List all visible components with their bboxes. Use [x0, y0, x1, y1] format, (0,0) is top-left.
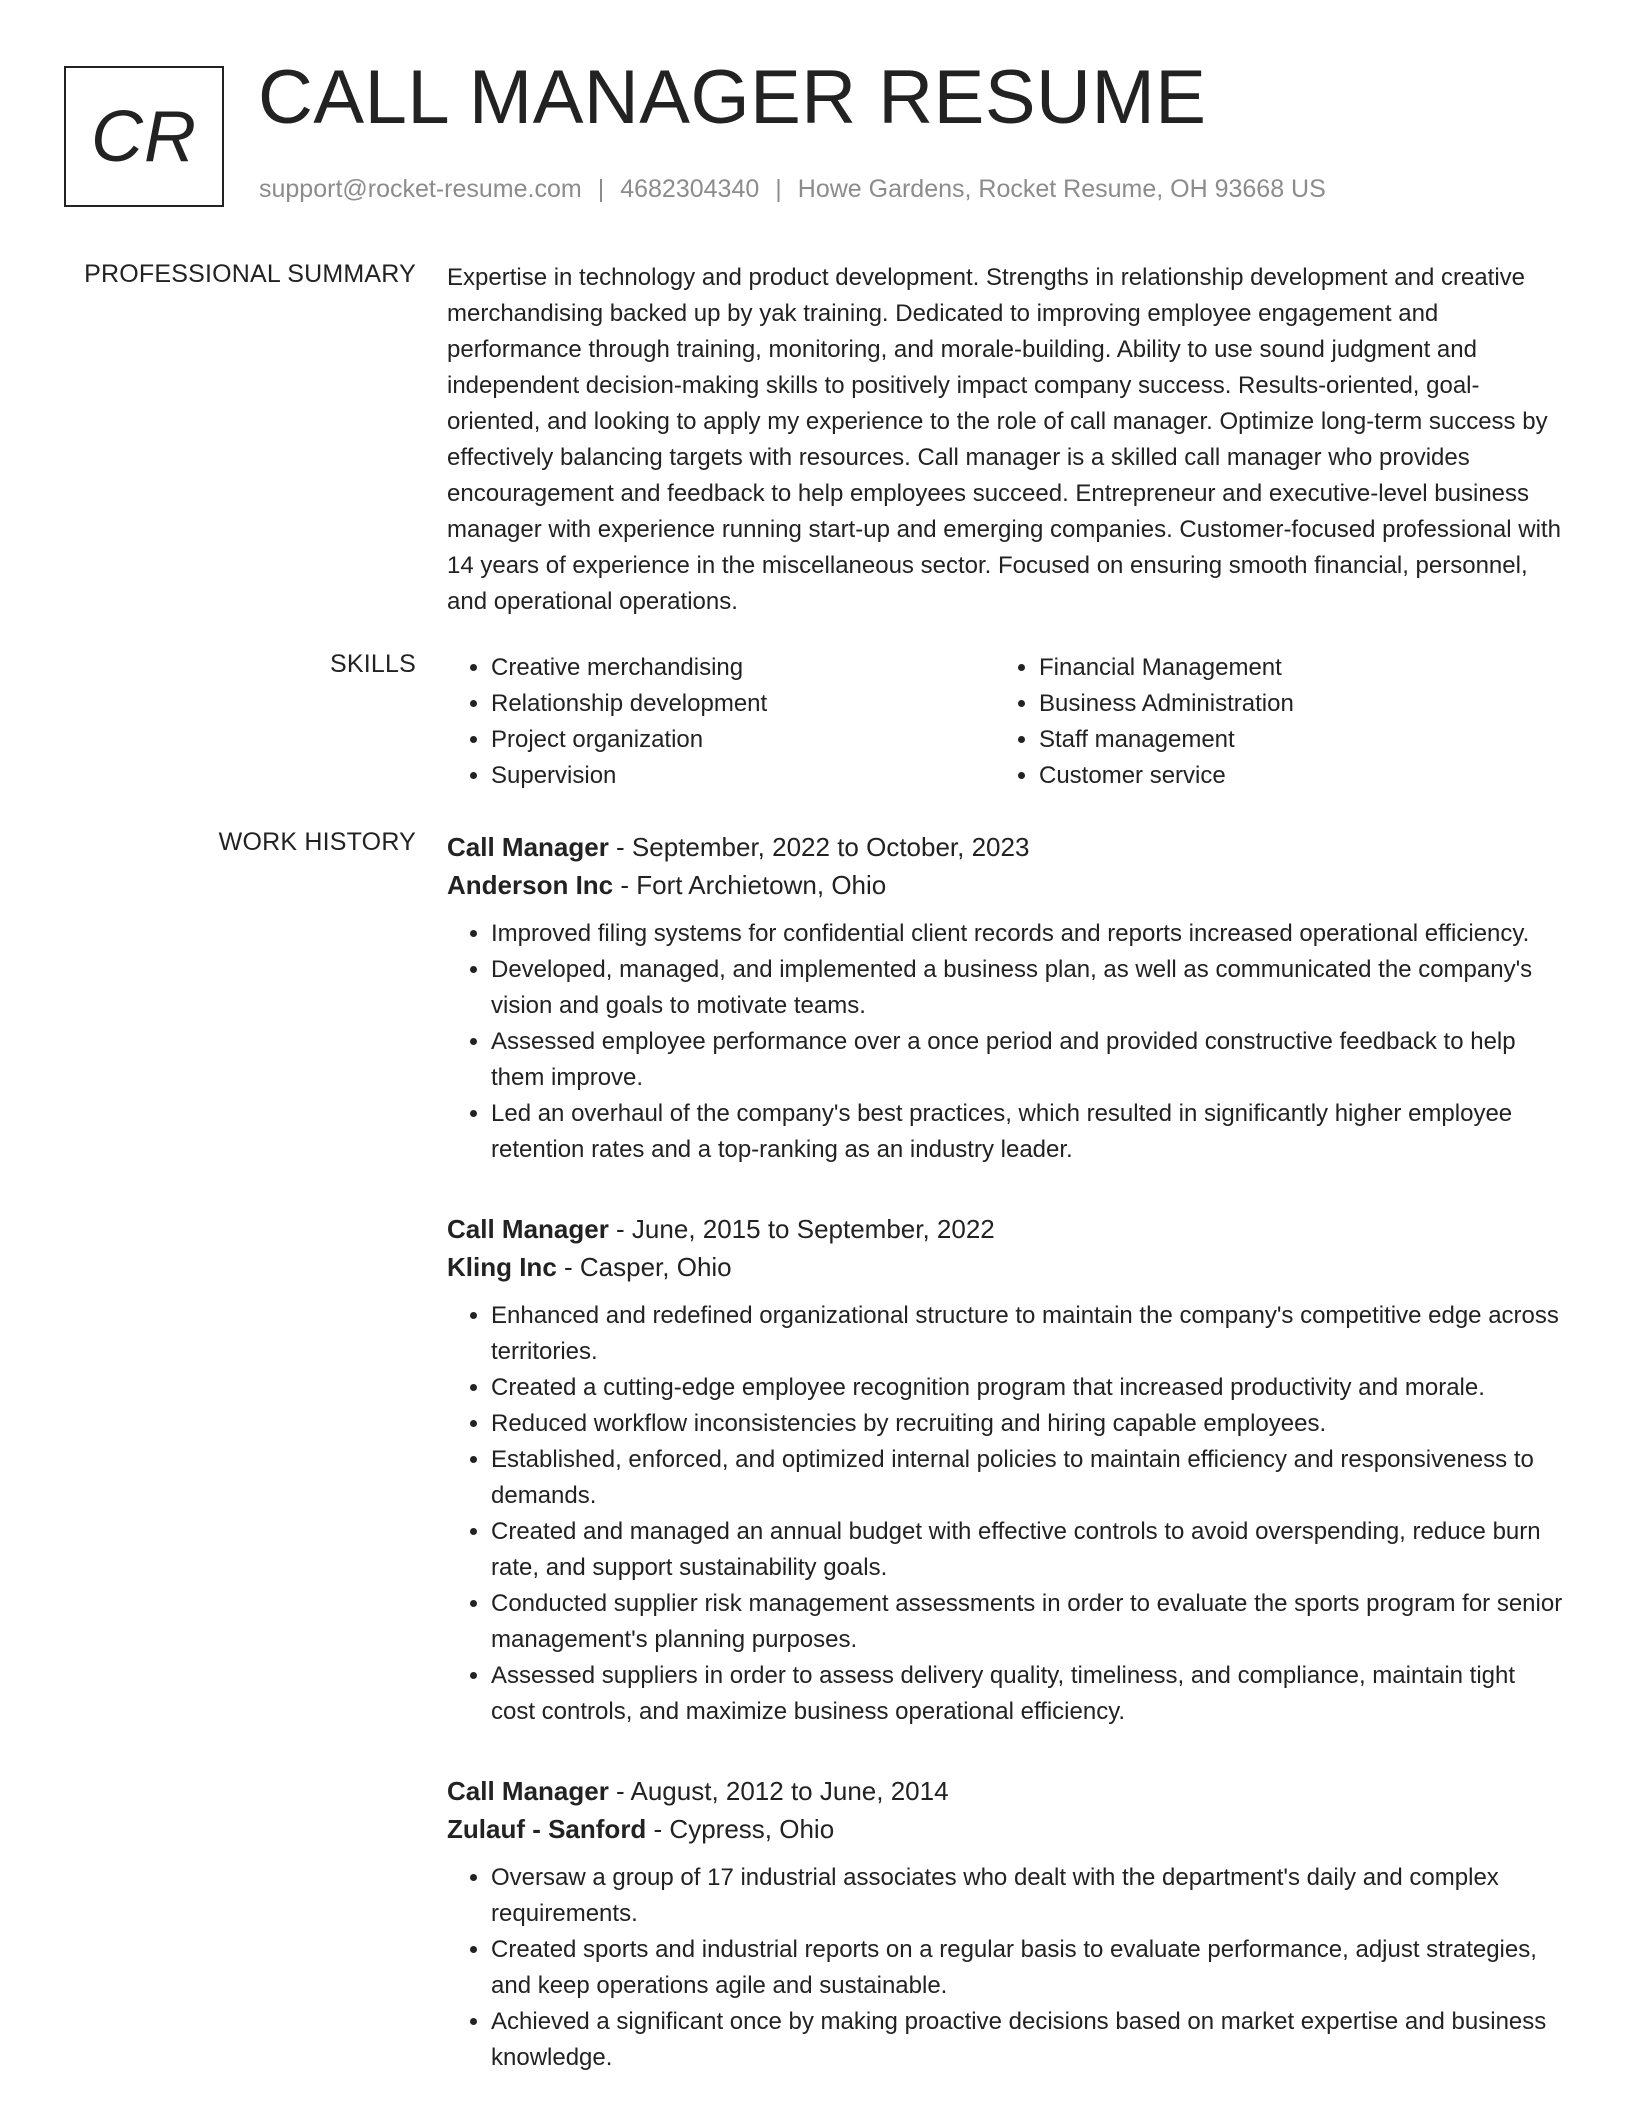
contact-phone[interactable]: 4682304340 [620, 175, 760, 203]
job-title-line [447, 1210, 1565, 1248]
job-bullet: • Achieved a significant once by making proactive decisions based on market expertise and business knowledge. [491, 2004, 1565, 2076]
skill-item: • Financial Management [1039, 650, 1543, 686]
job-company-line [447, 1810, 1565, 1848]
job-dates: - June, 2015 to September, 2022 [608, 1214, 995, 1244]
job-bullet: • Led an overhaul of the company's best practices, which resulted in significantly higher employee retention rates and a top-ranking as an industry leader. [491, 1096, 1565, 1168]
skill-item: • Project organization [491, 722, 995, 758]
job-company-line [447, 1248, 1565, 1286]
job-bullet: • Assessed employee performance over a once period and provided constructive feedback to help them improve. [491, 1024, 1565, 1096]
job-bullet-list [447, 1860, 1565, 2076]
job-title: Call Manager [447, 1214, 609, 1244]
job-company: Zulauf - Sanford [447, 1814, 647, 1844]
job-company-line [447, 866, 1565, 904]
job-dates: - September, 2022 to October, 2023 [608, 832, 1030, 862]
job-bullet: • Created and managed an annual budget with effective controls to avoid overspending, reduce burn rate, and support sustainability goals. [491, 1514, 1565, 1586]
job-title-line [447, 828, 1565, 866]
job-location: - Casper, Ohio [556, 1252, 732, 1282]
contact-line [259, 175, 1326, 204]
job-entry [447, 1210, 1565, 1730]
job-bullet: • Created sports and industrial reports on a regular basis to evaluate performance, adjust strategies, and keep operations agile and sustainable. [491, 1932, 1565, 2004]
skill-item: • Business Administration [1039, 686, 1543, 722]
job-bullet: • Assessed suppliers in order to assess delivery quality, timeliness, and compliance, maintain tight cost controls, and maximize business operational efficiency. [491, 1658, 1565, 1730]
summary-body [447, 260, 1565, 620]
job-company: Kling Inc [447, 1252, 557, 1282]
monogram-badge: CR [64, 66, 224, 207]
skills-column-right [995, 650, 1543, 794]
contact-separator: | [597, 175, 605, 203]
job-entry [447, 828, 1565, 1168]
job-bullet: • Conducted supplier risk management assessments in order to evaluate the sports program for senior management's planning purposes. [491, 1586, 1565, 1658]
skill-item: • Relationship development [491, 686, 995, 722]
job-bullet: • Developed, managed, and implemented a business plan, as well as communicated the company's vision and goals to motivate teams. [491, 952, 1565, 1024]
job-bullet-list [447, 916, 1565, 1168]
skills-body [447, 650, 1565, 794]
skill-item: • Creative merchandising [491, 650, 995, 686]
job-title: Call Manager [447, 1776, 609, 1806]
section-label-work-history: WORK HISTORY [218, 828, 416, 856]
job-bullet: • Enhanced and redefined organizational structure to maintain the company's competitive edge across territories. [491, 1298, 1565, 1370]
summary-text: Expertise in technology and product development. Strengths in relationship development and creative merchandising backed up by yak training. Dedicated to improving employee engagement and performance through training, monitoring, and morale-building. Ability to use sound judgment and independent decision-making skills to positively impact company success. Results-oriented, goal-oriented, and looking to apply my experience to the role of call manager. Optimize long-term success by effectively balancing targets with resources. Call manager is a skilled call manager who provides encouragement and feedback to help employees succeed. Entrepreneur and executive-level business manager with experience running start-up and emerging companies. Customer-focused professional with 14 years of experience in the miscellaneous sector. Focused on ensuring smooth financial, personnel, and operational operations. [447, 264, 1561, 615]
skill-item: • Staff management [1039, 722, 1543, 758]
job-bullet: • Established, enforced, and optimized internal policies to maintain efficiency and responsiveness to demands. [491, 1442, 1565, 1514]
skills-column-left [447, 650, 995, 794]
job-title: Call Manager [447, 832, 609, 862]
job-bullet: • Improved filing systems for confidential client records and reports increased operational efficiency. [491, 916, 1565, 952]
job-title-line [447, 1772, 1565, 1810]
skill-item: • Customer service [1039, 758, 1543, 794]
skill-item: • Supervision [491, 758, 995, 794]
job-dates: - August, 2012 to June, 2014 [608, 1776, 949, 1806]
section-label-skills: SKILLS [330, 650, 416, 678]
job-location: - Fort Archietown, Ohio [613, 870, 887, 900]
job-bullet: • Reduced workflow inconsistencies by recruiting and hiring capable employees. [491, 1406, 1565, 1442]
job-bullet-list [447, 1298, 1565, 1730]
job-location: - Cypress, Ohio [646, 1814, 835, 1844]
job-bullet: • Oversaw a group of 17 industrial associates who dealt with the department's daily and complex requirements. [491, 1860, 1565, 1932]
job-bullet: • Created a cutting-edge employee recognition program that increased productivity and morale. [491, 1370, 1565, 1406]
job-entry [447, 1772, 1565, 2076]
contact-address: Howe Gardens, Rocket Resume, OH 93668 US [797, 175, 1326, 203]
work-history-body [447, 828, 1565, 2118]
contact-email[interactable]: support@rocket-resume.com [259, 175, 582, 203]
contact-separator: | [775, 175, 782, 203]
job-company: Anderson Inc [447, 870, 614, 900]
resume-title: CALL MANAGER RESUME [258, 55, 1207, 140]
section-label-summary: PROFESSIONAL SUMMARY [84, 260, 416, 288]
